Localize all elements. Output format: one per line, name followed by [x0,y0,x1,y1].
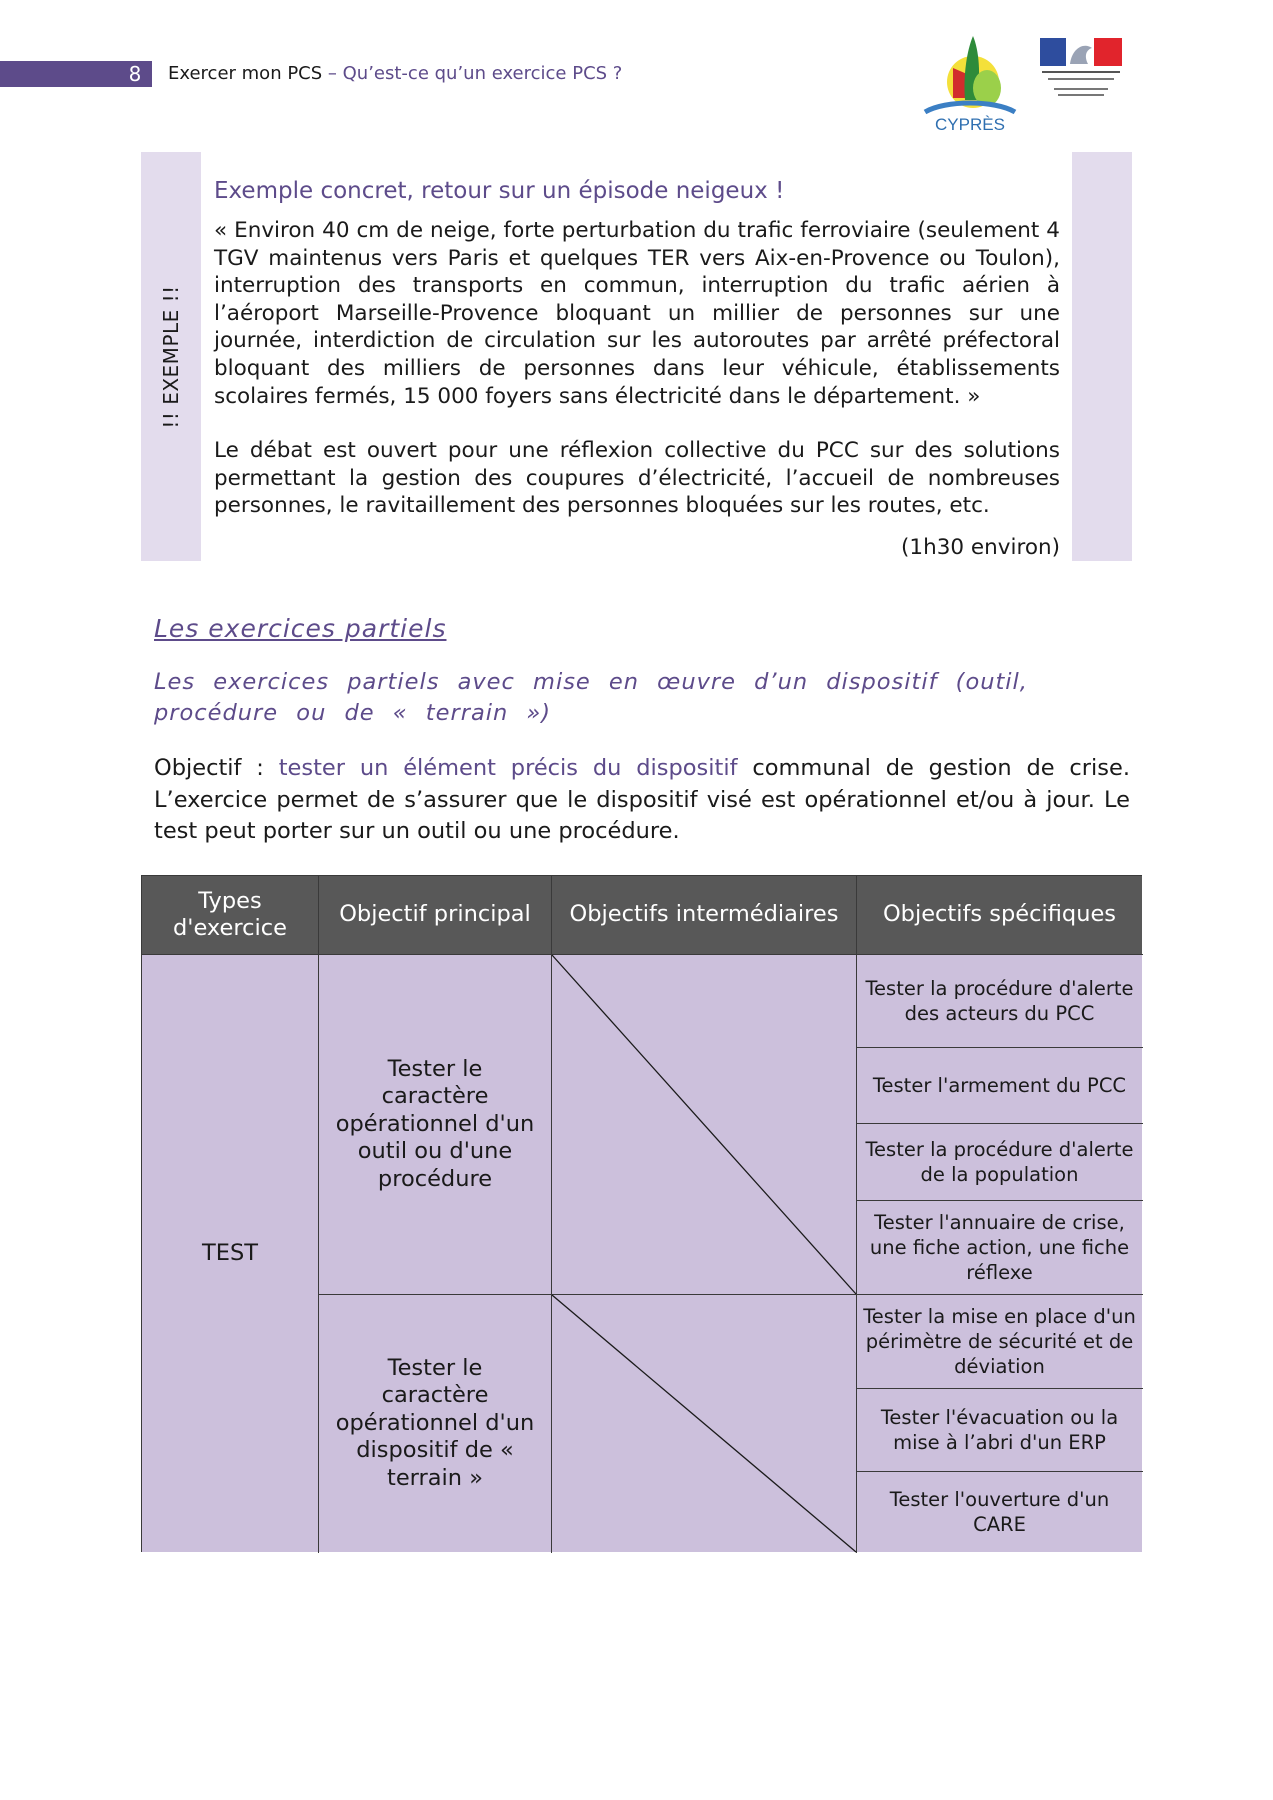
running-title-main: Exercer mon PCS [168,63,323,84]
example-duration: (1h30 environ) [901,535,1060,560]
table-grid-line [857,1200,1143,1201]
example-right-band [1072,152,1132,561]
running-title [168,63,622,85]
table-header-specific: Objectifs spécifiques [857,876,1142,954]
table-grid-line [142,954,1143,955]
table-grid-line [551,876,552,1553]
objective-rest: communal de gestion de crise. L’exercice permet de s’assurer que le dispositif visé est opérationnel et/ou à jour. Le test peut porter sur un outil ou une procédure. [154,755,1130,844]
page-number: 8 [128,62,142,86]
table-grid-line [857,1471,1143,1472]
exercise-table [141,875,1142,1552]
running-title-sub: – Qu’est-ce qu’un exercice PCS ? [322,63,623,84]
cypres-logo-text: CYPRÈS [935,115,1005,134]
table-specific-cell: Tester la procédure d'alerte des acteurs du PCC [857,955,1142,1047]
table-specific-cell: Tester la procédure d'alerte de la population [857,1124,1142,1200]
table-grid-line [857,1388,1143,1389]
republique-francaise-logo [1040,38,1122,110]
section-title: Les exercices partiels [154,614,447,643]
table-principal-cell: Tester le caractère opérationnel d'un outil ou d'une procédure [319,955,551,1294]
table-specific-cell: Tester l'ouverture d'un CARE [857,1472,1142,1552]
table-type-cell: TEST [142,955,318,1552]
table-specific-cell: Tester l'armement du PCC [857,1048,1142,1123]
cypres-logo [915,30,1025,135]
table-grid-line [318,876,319,1553]
table-grid-line [857,1123,1143,1124]
objective-highlight: tester un élément précis du dispositif [278,755,738,781]
table-grid-line [857,1047,1143,1048]
table-specific-cell: Tester la mise en place d'un périmètre de sécurité et de déviation [857,1295,1142,1388]
example-body [214,217,1060,520]
table-specific-cell: Tester l'annuaire de crise, une fiche action, une fiche réflexe [857,1201,1142,1294]
objective-paragraph [154,753,1130,848]
table-header-type: Types d'exercice [142,876,318,954]
table-intermediate-cell-empty [552,955,856,1294]
table-grid-line [319,1294,1143,1295]
table-header-intermediate: Objectifs intermédiaires [552,876,856,954]
example-paragraph-1: « Environ 40 cm de neige, forte perturbation du trafic ferroviaire (seulement 4 TGV maintenus vers Paris et quelques TER vers Aix-en-Provence ou Toulon), interruption des transports en commun, interruption du trafic aérien à l’aéroport Marseille-Provence bloquant un millier de personnes sur une journée, interdiction de circulation sur les autoroutes par arrêté préfectoral bloquant des milliers de personnes dans leur véhicule, établissements scolaires fermés, 15 000 foyers sans électricité dans le département. » [214,218,1060,409]
table-principal-cell: Tester le caractère opérationnel d'un dispositif de « terrain » [319,1295,551,1552]
example-paragraph-2: Le débat est ouvert pour une réflexion collective du PCC sur des solutions permettant la gestion des coupures d’électricité, l’accueil de nombreuses personnes, le ravitaillement des personnes bloquées sur les routes, etc. [214,438,1060,519]
table-grid-line [856,876,857,1553]
example-heading: Exemple concret, retour sur un épisode neigeux ! [214,178,785,204]
example-side-label: !! EXEMPLE !! [159,285,183,429]
objective-label: Objectif : [154,755,279,781]
table-intermediate-cell-empty [552,1295,856,1552]
table-header-principal: Objectif principal [319,876,551,954]
table-specific-cell: Tester l'évacuation ou la mise à l’abri d'un ERP [857,1389,1142,1471]
section-subtitle: Les exercices partiels avec mise en œuvre d’un dispositif (outil, procédure ou de « terrain ») [154,669,1028,726]
